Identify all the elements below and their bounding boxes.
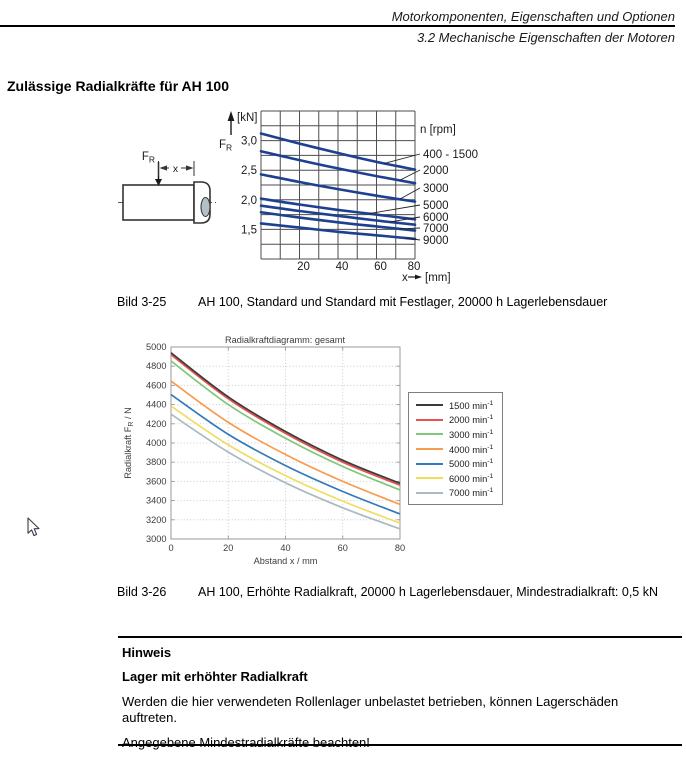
y-tick-label: 5000 — [146, 342, 167, 352]
y-tick-label: 4400 — [146, 399, 167, 410]
y-tick-label: 4800 — [146, 361, 167, 372]
figure2-caption-text: AH 100, Erhöhte Radialkraft, 20000 h Lagerlebensdauer, Mindestradialkraft: 0,5 kN — [198, 585, 658, 599]
figure1-caption-label: Bild 3-25 — [117, 295, 167, 309]
series-label-9000: 9000 — [423, 235, 449, 247]
series-label-2000: 2000 — [423, 165, 449, 177]
x-tick-label: 80 — [407, 261, 421, 273]
chart1-legend-title: n [rpm] — [420, 124, 456, 136]
x-tick-label: 60 — [337, 543, 348, 553]
legend-swatch — [416, 463, 443, 465]
curve-4000 — [171, 381, 400, 504]
hinweis-subheading: Lager mit erhöhter Radialkraft — [122, 669, 308, 684]
leader-line — [400, 170, 420, 180]
x-tick-label: 60 — [374, 261, 387, 273]
x-tick-label: 0 — [168, 543, 174, 553]
series-label-7000: 7000 — [423, 223, 449, 235]
x-tick-label: 20 — [223, 543, 234, 553]
legend-label: 1500 $\min^{-1}$ — [449, 399, 494, 411]
shaft-diagram — [118, 151, 216, 223]
figure2-caption — [117, 585, 658, 599]
legend-label: 7000 $\min^{-1}$ — [449, 487, 494, 499]
y-tick-label: 3200 — [146, 514, 167, 525]
dim-label: x — [172, 163, 179, 175]
x-unit-label: [mm] — [425, 272, 451, 284]
y-tick-label: 3,0 — [241, 135, 257, 148]
y-tick-label: 2,0 — [241, 194, 257, 207]
y-tick-label: 3000 — [146, 534, 167, 544]
legend-row-2000 — [416, 413, 493, 428]
legend-row-6000 — [416, 471, 493, 486]
legend-swatch — [416, 492, 443, 494]
legend-swatch — [416, 419, 443, 421]
mouse-cursor-icon — [27, 517, 41, 538]
legend-swatch — [416, 448, 443, 450]
figure1-caption-text: AH 100, Standard und Standard mit Festlager, 20000 h Lagerlebensdauer — [198, 295, 608, 309]
header-rule — [0, 25, 675, 27]
chart1-tick-labels — [241, 136, 420, 273]
legend-row-3000 — [416, 427, 493, 442]
leader-line — [400, 188, 420, 199]
x-tick-label: 80 — [394, 543, 406, 553]
series-label-3000: 3000 — [423, 183, 449, 195]
dim-arrow-left-head — [160, 165, 168, 170]
legend-label: 4000 $\min^{-1}$ — [449, 443, 494, 455]
x-tick-label: 40 — [335, 261, 349, 273]
legend-swatch — [416, 433, 443, 435]
figure2-caption-label: Bild 3-26 — [117, 585, 167, 599]
hinweis-body: Werden die hier verwendeten Rollenlager unbelastet betrieben, können Lagerschäden auftreten. — [122, 694, 619, 725]
y-tick-label: 3600 — [146, 476, 167, 487]
x-arrow-label: x — [402, 272, 408, 284]
chart2-legend — [408, 392, 503, 505]
legend-swatch — [416, 477, 443, 479]
legend-row-7000 — [416, 486, 493, 501]
chart2-tick-labels — [146, 342, 405, 553]
y-tick-label: 3400 — [146, 495, 167, 506]
chart2-ylabel: Radialkraft FR / N — [123, 407, 135, 479]
y-tick-label: 2,5 — [241, 165, 257, 178]
legend-label: 6000 $\min^{-1}$ — [449, 472, 494, 484]
x-tick-label: 40 — [280, 543, 291, 553]
chart2-xlabel: Abstand x / mm — [253, 556, 318, 566]
legend-label: 5000 $\min^{-1}$ — [449, 458, 494, 470]
page-title: Zulässige Radialkräfte für AH 100 — [7, 78, 230, 94]
hinweis-heading: Hinweis — [122, 645, 172, 660]
chart1-series-labels — [423, 149, 478, 247]
chart2-title: Radialkraftdiagramm: gesamt — [225, 335, 345, 345]
series-label-5000: 5000 — [423, 200, 449, 212]
x-tick-label: 20 — [297, 261, 310, 273]
shaft-end-face — [201, 198, 210, 217]
figure1-caption — [117, 295, 607, 309]
legend-row-4000 — [416, 442, 493, 457]
curve-6000 — [171, 406, 400, 523]
force-label: $F_R$ — [141, 151, 155, 165]
y-axis-force-label: $F_R$ — [219, 139, 233, 153]
legend-label: 3000 $\min^{-1}$ — [449, 428, 494, 441]
dim-arrow-right-head — [186, 165, 194, 170]
shaft-body — [123, 185, 194, 220]
hinweis-note: Angegebene Mindestradialkräfte beachten! — [122, 735, 370, 750]
series-label-6000: 6000 — [423, 212, 449, 224]
y-unit-label: [kN] — [237, 112, 258, 124]
y-axis-arrow-head — [228, 111, 235, 121]
legend-row-1500 — [416, 398, 493, 413]
series-label-400 - 1500: 400 - 1500 — [423, 149, 478, 161]
header-chapter: Motorkomponenten, Eigenschaften und Optionen — [391, 9, 675, 24]
y-tick-label: 4600 — [146, 380, 167, 391]
header-section: 3.2 Mechanische Eigenschaften der Motoren — [417, 30, 675, 45]
legend-label: 2000 $\min^{-1}$ — [449, 414, 494, 426]
figure-permissible-radial-force — [100, 105, 500, 290]
y-tick-label: 1,5 — [241, 224, 257, 237]
y-tick-label: 3800 — [146, 457, 167, 468]
legend-swatch — [416, 404, 443, 406]
x-axis-arrow-head — [415, 275, 422, 280]
hinweis-box — [118, 636, 682, 750]
y-tick-label: 4200 — [146, 418, 167, 429]
y-tick-label: 4000 — [146, 438, 167, 448]
legend-row-5000 — [416, 456, 493, 471]
